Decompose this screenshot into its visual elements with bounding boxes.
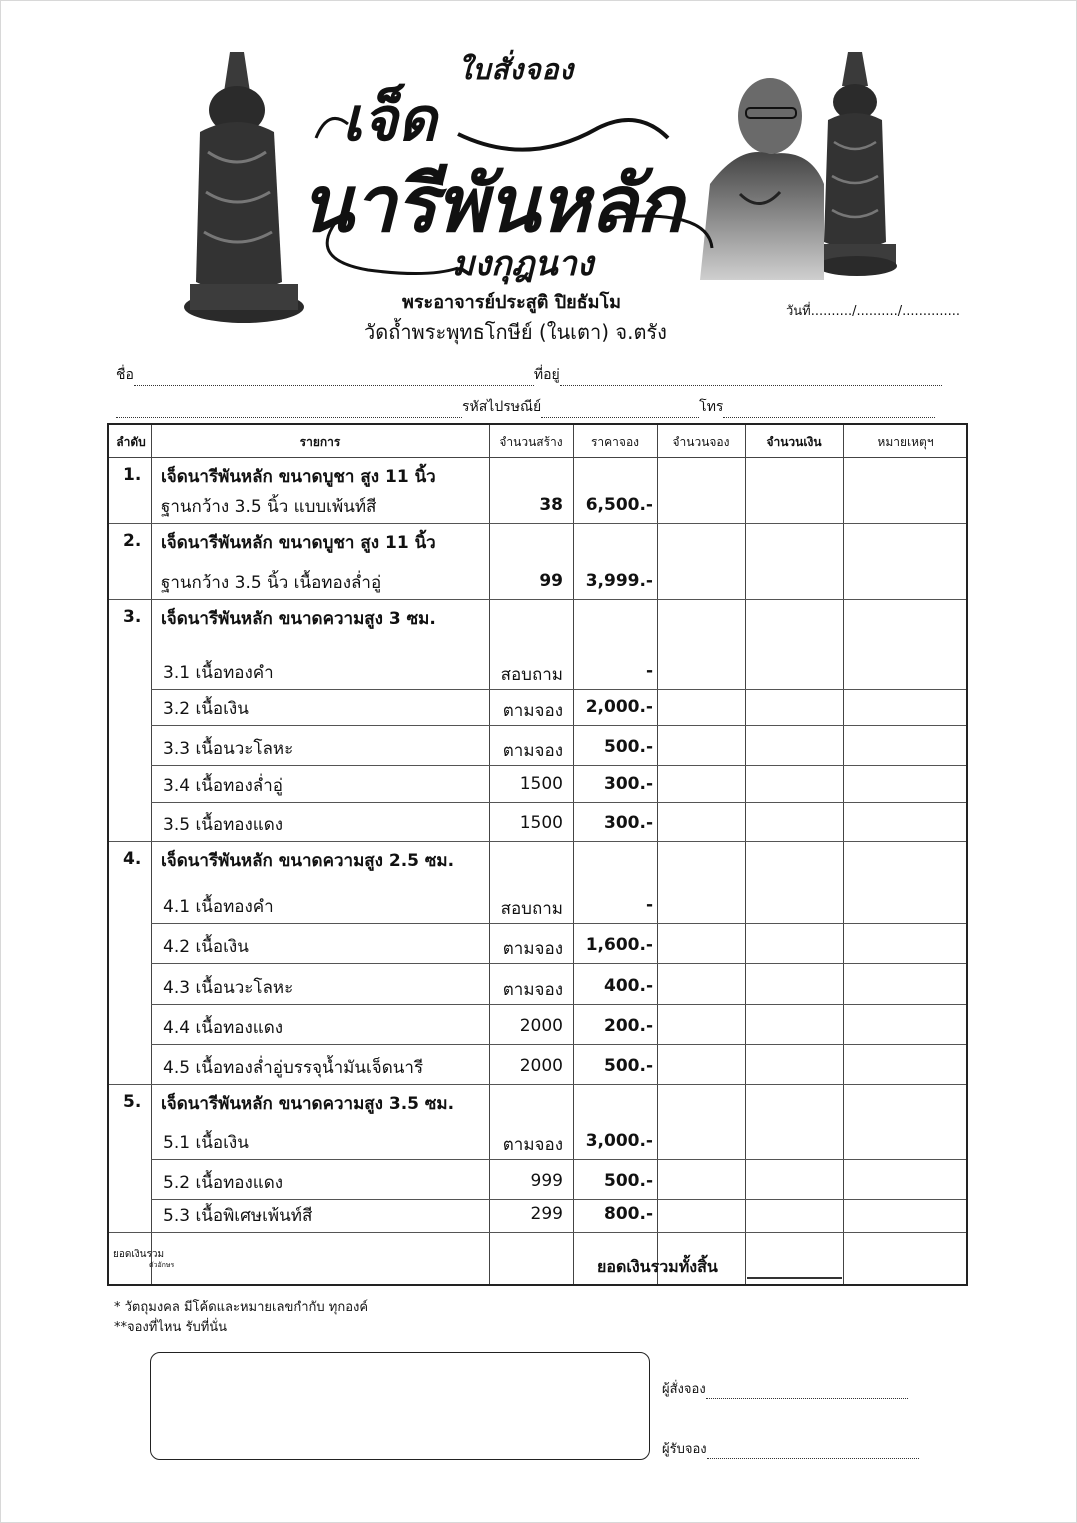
reserve-price: - <box>645 661 653 681</box>
item-description: 4.2 เนื้อเงิน <box>163 937 249 957</box>
amount-cell[interactable] <box>745 1004 843 1044</box>
remark-cell[interactable] <box>843 923 968 963</box>
item-description: ฐานกว้าง 3.5 นิ้ว เนื้อทองล่ำอู่ <box>161 573 382 593</box>
header-amount: จำนวนเงิน <box>766 435 822 449</box>
order-qty-cell[interactable] <box>657 1159 745 1199</box>
address-field-line2[interactable] <box>116 403 462 418</box>
total-words-sublabel: ตัวอักษร <box>149 1261 175 1269</box>
name-address-row <box>116 364 956 386</box>
row-number: 2. <box>123 531 142 551</box>
right-statue-image <box>814 52 898 278</box>
left-statue-image <box>178 52 308 330</box>
made-quantity: 2000 <box>519 1056 563 1076</box>
item-description: 3.4 เนื้อทองล่ำอู่ <box>163 776 283 796</box>
item-description: 5.2 เนื้อทองแดง <box>163 1173 284 1193</box>
made-quantity: ตามจอง <box>502 741 563 761</box>
order-qty-cell[interactable] <box>657 1044 745 1084</box>
receiver-signature-field[interactable] <box>707 1448 919 1459</box>
amount-cell[interactable] <box>745 963 843 1004</box>
grand-total-field[interactable] <box>747 1277 842 1279</box>
order-qty-cell[interactable] <box>657 841 745 923</box>
item-description: 3.1 เนื้อทองคำ <box>163 663 274 683</box>
reserve-price: 1,600.- <box>585 935 653 955</box>
address-field[interactable] <box>560 371 942 386</box>
made-quantity: 1500 <box>519 813 563 833</box>
signature-box[interactable] <box>150 1352 650 1460</box>
remark-cell[interactable] <box>843 1084 968 1159</box>
order-qty-cell[interactable] <box>657 457 745 523</box>
made-quantity: สอบถาม <box>500 899 563 919</box>
item-description: 4.1 เนื้อทองคำ <box>163 897 274 917</box>
form-title: ใบสั่งจอง <box>458 53 575 86</box>
item-description: ฐานกว้าง 3.5 นิ้ว แบบเพ้นท์สี <box>161 497 377 517</box>
amount-cell[interactable] <box>745 802 843 841</box>
reserve-price: 400.- <box>604 976 653 996</box>
row-number: 5. <box>123 1092 142 1112</box>
amount-cell[interactable] <box>745 1159 843 1199</box>
remark-cell[interactable] <box>843 523 968 599</box>
header-price: ราคาจอง <box>590 435 640 449</box>
address-label: ที่อยู่ <box>533 367 560 383</box>
header-order-qty: จำนวนจอง <box>672 435 730 449</box>
made-quantity: 1500 <box>519 774 563 794</box>
remark-cell[interactable] <box>843 1044 968 1084</box>
item-description: 5.3 เนื้อพิเศษเพ้นท์สี <box>163 1206 313 1226</box>
made-quantity: ตามจอง <box>502 939 563 959</box>
postal-field[interactable] <box>541 403 699 418</box>
made-quantity: 99 <box>539 571 563 591</box>
amount-cell[interactable] <box>745 725 843 765</box>
reserve-price: 500.- <box>604 737 653 757</box>
made-quantity: ตามจอง <box>502 980 563 1000</box>
made-quantity: สอบถาม <box>500 665 563 685</box>
header-no: ลำดับ <box>116 435 146 449</box>
reserve-price: 500.- <box>604 1171 653 1191</box>
remark-cell[interactable] <box>843 1199 968 1232</box>
remark-cell[interactable] <box>843 802 968 841</box>
item-title: เจ็ดนารีพันหลัก ขนาดความสูง 3 ซม. <box>161 609 436 629</box>
item-description: 3.5 เนื้อทองแดง <box>163 815 284 835</box>
name-field[interactable] <box>134 371 534 386</box>
table-header-row <box>109 425 966 458</box>
header-remark: หมายเหตุฯ <box>877 435 934 449</box>
order-qty-cell[interactable] <box>657 765 745 802</box>
row-number: 1. <box>123 465 142 485</box>
remark-cell[interactable] <box>843 725 968 765</box>
made-quantity: 2000 <box>519 1016 563 1036</box>
note-pickup: **จองที่ไหน รับที่นั่น <box>114 1320 228 1335</box>
reserve-price: - <box>645 895 653 915</box>
order-qty-cell[interactable] <box>657 1084 745 1159</box>
receiver-label: ผู้รับจอง <box>662 1442 707 1457</box>
order-table <box>107 423 968 1286</box>
remark-cell[interactable] <box>843 963 968 1004</box>
reserve-price: 3,000.- <box>585 1131 653 1151</box>
postal-phone-row <box>116 396 956 418</box>
item-title: เจ็ดนารีพันหลัก ขนาดความสูง 3.5 ซม. <box>161 1094 455 1114</box>
made-quantity: 999 <box>530 1171 563 1191</box>
amount-cell[interactable] <box>745 689 843 725</box>
remark-cell[interactable] <box>843 689 968 725</box>
orderer-sign-row <box>662 1378 908 1399</box>
reserve-price: 200.- <box>604 1016 653 1036</box>
item-title: เจ็ดนารีพันหลัก ขนาดบูชา สูง 11 นิ้ว <box>161 533 436 553</box>
item-title: เจ็ดนารีพันหลัก ขนาดบูชา สูง 11 นิ้ว <box>161 467 436 487</box>
amount-cell[interactable] <box>745 1084 843 1159</box>
amount-cell[interactable] <box>745 523 843 599</box>
amount-cell[interactable] <box>745 457 843 523</box>
item-description: 3.2 เนื้อเงิน <box>163 699 249 719</box>
remark-cell[interactable] <box>843 841 968 923</box>
order-qty-cell[interactable] <box>657 802 745 841</box>
date-field[interactable]: วันที่........../........../.............. <box>786 304 961 319</box>
order-qty-cell[interactable] <box>657 725 745 765</box>
amount-cell[interactable] <box>745 1199 843 1232</box>
row-number: 4. <box>123 849 142 869</box>
amount-cell[interactable] <box>745 765 843 802</box>
phone-field[interactable] <box>723 403 935 418</box>
order-qty-cell[interactable] <box>657 599 745 689</box>
name-label: ชื่อ <box>116 367 134 383</box>
temple-name: วัดถ้ำพระพุทธโกษีย์ (ในเตา) จ.ตรัง <box>364 320 667 344</box>
remark-cell[interactable] <box>843 1159 968 1199</box>
total-words-label: ยอดเงินรวม <box>113 1249 165 1260</box>
orderer-signature-field[interactable] <box>706 1388 908 1399</box>
remark-cell[interactable] <box>843 457 968 523</box>
reserve-price: 2,000.- <box>585 697 653 717</box>
header-item: รายการ <box>299 435 341 449</box>
made-quantity: ตามจอง <box>502 1135 563 1155</box>
amulet-title-line3: มงกุฎนาง <box>452 244 594 284</box>
amount-cell[interactable] <box>745 1044 843 1084</box>
amulet-title-line1: เจ็ด <box>342 85 437 155</box>
orderer-label: ผู้สั่งจอง <box>662 1382 706 1397</box>
item-description: 3.3 เนื้อนวะโลหะ <box>163 739 294 759</box>
remark-cell[interactable] <box>843 765 968 802</box>
grand-total-label: ยอดเงินรวมทั้งสิ้น <box>597 1257 718 1276</box>
remark-cell[interactable] <box>843 599 968 689</box>
reserve-price: 3,999.- <box>585 571 653 591</box>
amulet-title-line2: นารีพันหลัก <box>300 159 683 250</box>
phone-label: โทร <box>699 399 724 415</box>
made-quantity: ตามจอง <box>502 701 563 721</box>
reserve-price: 6,500.- <box>585 495 653 515</box>
made-quantity: 299 <box>530 1204 563 1224</box>
header-made-qty: จำนวนสร้าง <box>499 435 563 449</box>
made-quantity: 38 <box>539 495 563 515</box>
order-qty-cell[interactable] <box>657 523 745 599</box>
order-qty-cell[interactable] <box>657 1199 745 1232</box>
order-qty-cell[interactable] <box>657 1004 745 1044</box>
remark-cell[interactable] <box>843 1004 968 1044</box>
postal-label: รหัสไปรษณีย์ <box>462 399 542 415</box>
reserve-price: 500.- <box>604 1056 653 1076</box>
item-title: เจ็ดนารีพันหลัก ขนาดความสูง 2.5 ซม. <box>161 851 455 871</box>
reserve-price: 300.- <box>604 813 653 833</box>
amount-cell[interactable] <box>745 599 843 689</box>
reserve-price: 800.- <box>604 1204 653 1224</box>
order-qty-cell[interactable] <box>657 689 745 725</box>
row-number: 3. <box>123 607 142 627</box>
item-description: 5.1 เนื้อเงิน <box>163 1133 249 1153</box>
reserve-price: 300.- <box>604 774 653 794</box>
amount-cell[interactable] <box>745 923 843 963</box>
monk-name: พระอาจารย์ประสูติ ปิยธัมโม <box>402 292 622 313</box>
note-code: * วัตถุมงคล มีโค้ดและหมายเลขกำกับ ทุกองค์ <box>114 1300 369 1315</box>
amount-cell[interactable] <box>745 841 843 923</box>
item-description: 4.5 เนื้อทองล่ำอู่บรรจุน้ำมันเจ็ดนารี <box>163 1058 424 1078</box>
order-qty-cell[interactable] <box>657 923 745 963</box>
item-description: 4.4 เนื้อทองแดง <box>163 1018 284 1038</box>
order-qty-cell[interactable] <box>657 963 745 1004</box>
receiver-sign-row <box>662 1438 919 1459</box>
item-description: 4.3 เนื้อนวะโลหะ <box>163 978 294 998</box>
